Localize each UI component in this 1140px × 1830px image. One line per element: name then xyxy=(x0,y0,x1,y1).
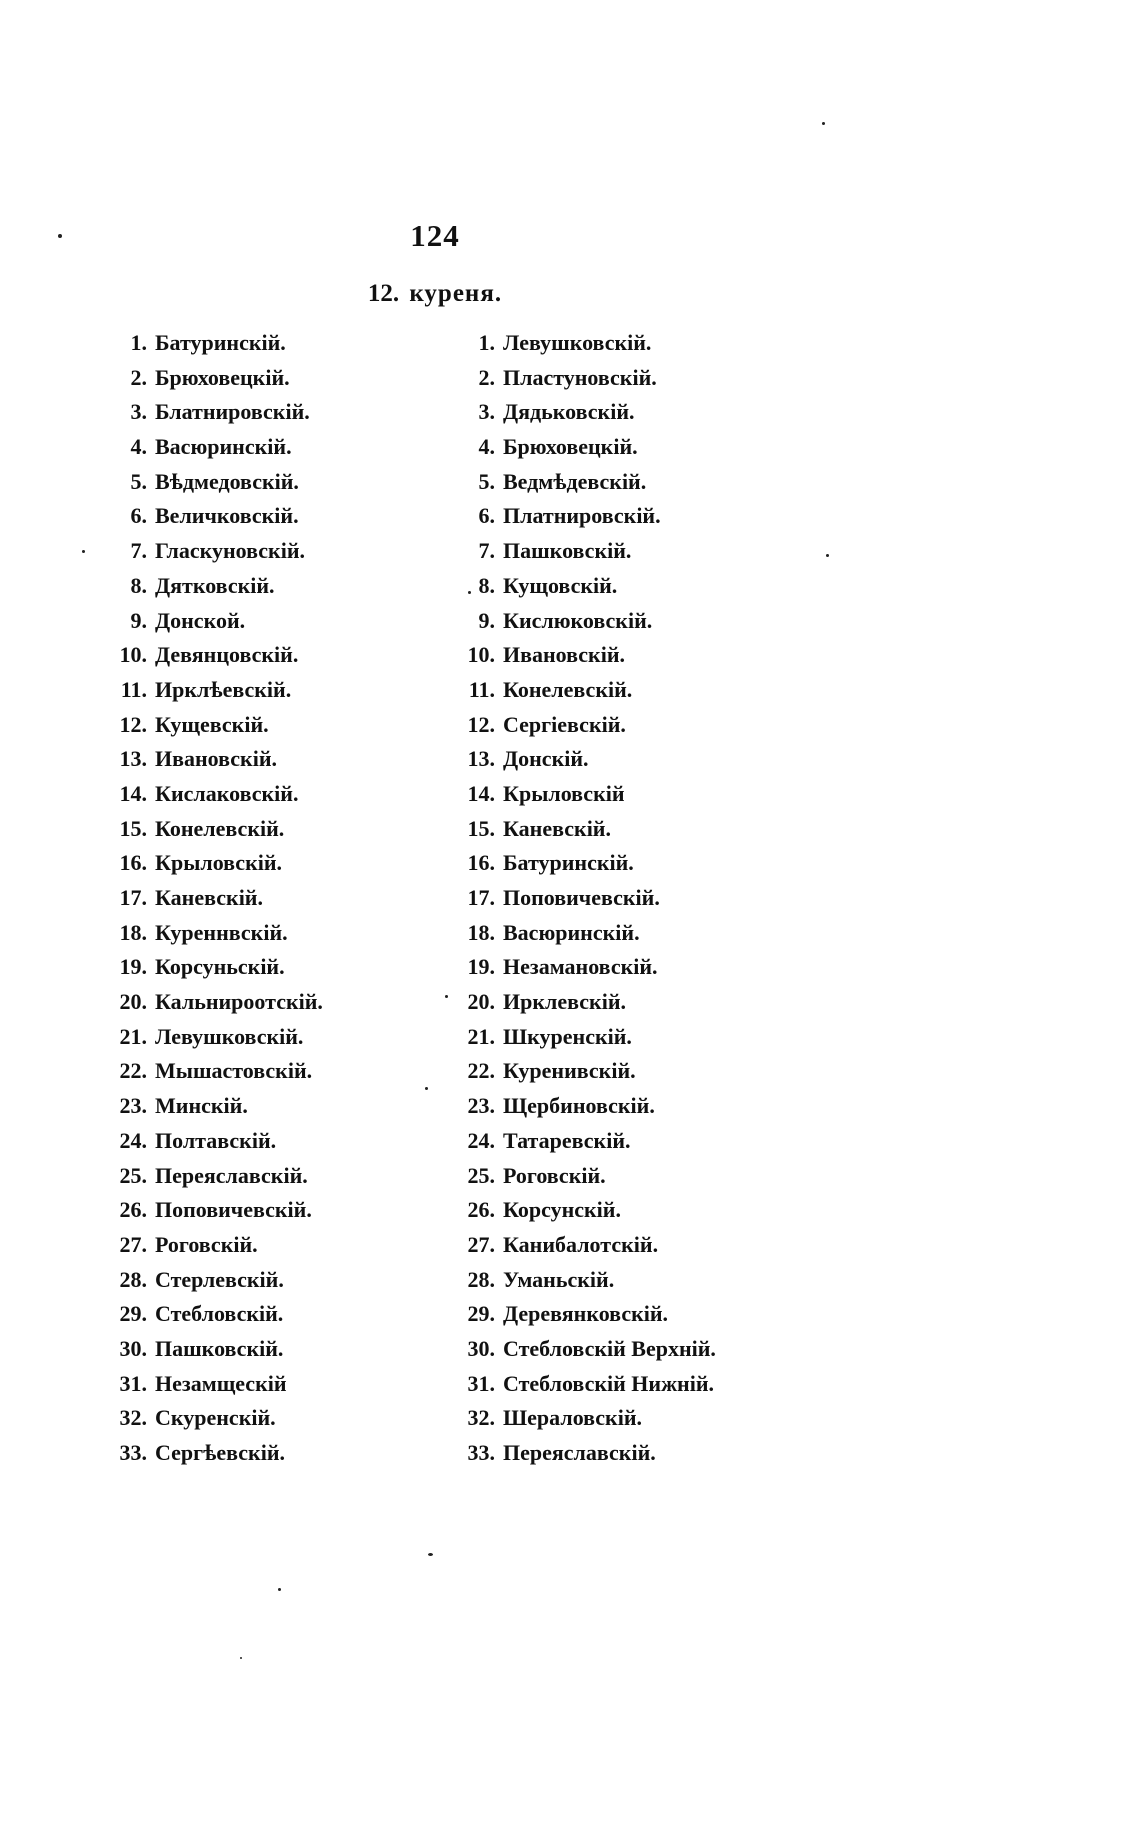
list-item-number: 16. xyxy=(467,850,495,876)
list-item-name: Татаревскій. xyxy=(503,1127,631,1153)
list-item-name: Куренивскій. xyxy=(503,1058,636,1084)
list-item-number: 26. xyxy=(119,1197,147,1223)
list-item-name: Щербиновскій. xyxy=(503,1093,655,1119)
list-item-number: 21. xyxy=(119,1023,147,1049)
left-list-item xyxy=(92,1371,323,1406)
list-item-name: Донской. xyxy=(155,607,246,633)
scan-speck xyxy=(82,550,85,553)
list-item-name: Левушковскій. xyxy=(155,1023,304,1049)
list-item-number: 25. xyxy=(119,1162,147,1188)
left-list-item xyxy=(92,885,323,920)
list-item-number: 16. xyxy=(119,850,147,876)
list-item-name: Кущевскій. xyxy=(155,711,269,737)
left-list-item xyxy=(92,920,323,955)
list-item-name: Конелевскій. xyxy=(503,676,633,702)
list-item-number: 32. xyxy=(467,1405,495,1431)
list-item-number: 28. xyxy=(119,1266,147,1292)
right-list-item xyxy=(440,1405,716,1440)
list-item-number: 7. xyxy=(478,538,495,564)
right-list-item xyxy=(440,954,716,989)
list-item-number: 2. xyxy=(130,364,147,390)
list-item-name: Конелевскій. xyxy=(155,815,285,841)
list-item-number: 30. xyxy=(467,1335,495,1361)
list-item-number: 6. xyxy=(478,503,495,529)
list-item-number: 25. xyxy=(467,1162,495,1188)
list-item-number: 1. xyxy=(130,330,147,355)
list-item-number: 26. xyxy=(467,1197,495,1223)
left-list-item xyxy=(92,469,323,504)
right-list-item xyxy=(440,1058,716,1093)
left-list-item xyxy=(92,1336,323,1371)
right-list-item xyxy=(440,1024,716,1059)
left-list-item xyxy=(92,1440,323,1475)
right-list-item xyxy=(440,399,716,434)
list-item-name: Переяславскій. xyxy=(155,1162,308,1188)
list-item-number: 33. xyxy=(119,1440,147,1465)
list-item-name: Каневскій. xyxy=(503,815,611,841)
list-item-name: Брюховецкій. xyxy=(155,364,290,390)
list-item-number: 33. xyxy=(467,1440,495,1465)
list-item-name: Пластуновскій. xyxy=(503,364,657,390)
section-heading-number: 12. xyxy=(367,280,400,307)
right-list-item xyxy=(440,781,716,816)
list-item-name: Кислюковскій. xyxy=(503,607,653,633)
list-item-name: Сергіевскій. xyxy=(503,711,626,737)
right-list-item xyxy=(440,1267,716,1302)
list-item-number: 4. xyxy=(478,434,495,460)
left-list-item xyxy=(92,399,323,434)
left-list-item xyxy=(92,1163,323,1198)
list-item-name: Ирклѣевскій. xyxy=(155,676,292,702)
list-item-name: Каневскій. xyxy=(155,885,263,910)
list-item-name: Сергѣевскій. xyxy=(155,1440,285,1465)
list-item-name: Стерлевскій. xyxy=(155,1266,284,1292)
right-list-item xyxy=(440,469,716,504)
right-list-item xyxy=(440,1336,716,1371)
left-list-item xyxy=(92,850,323,885)
list-item-number: 24. xyxy=(467,1127,495,1153)
list-item-number: 5. xyxy=(478,468,495,494)
left-list-item xyxy=(92,989,323,1024)
list-item-name: Ирклевскій. xyxy=(503,989,627,1015)
list-item-name: Канибалотскій. xyxy=(503,1231,659,1257)
list-item-number: 10. xyxy=(467,642,495,668)
left-list-item xyxy=(92,608,323,643)
list-item-number: 24. xyxy=(119,1127,147,1153)
list-item-number: 7. xyxy=(130,538,147,564)
list-item-number: 1. xyxy=(478,330,495,355)
list-item-name: Стебловскій. xyxy=(155,1301,284,1327)
list-item-number: 27. xyxy=(119,1231,147,1257)
left-list-item xyxy=(92,573,323,608)
list-item-number: 20. xyxy=(467,989,495,1015)
list-item-name: Донскій. xyxy=(503,746,589,772)
list-item-name: Кислаковскій. xyxy=(155,780,299,806)
left-list-item xyxy=(92,365,323,400)
right-list-item xyxy=(440,920,716,955)
list-item-number: 27. xyxy=(467,1231,495,1257)
right-list-item xyxy=(440,330,716,365)
list-item-name: Васюринскій. xyxy=(503,919,640,945)
list-item-number: 19. xyxy=(467,954,495,980)
right-list-item xyxy=(440,746,716,781)
scan-speck xyxy=(445,995,448,998)
list-item-name: Вѣдмедовскій. xyxy=(155,468,299,494)
list-item-name: Полтавскій. xyxy=(155,1127,277,1153)
right-list-item xyxy=(440,677,716,712)
right-list-item xyxy=(440,573,716,608)
list-item-name: Платнировскій. xyxy=(503,503,661,529)
left-list-item xyxy=(92,746,323,781)
right-list-item xyxy=(440,642,716,677)
list-item-name: Ведмѣдевскій. xyxy=(503,468,647,494)
list-item-name: Стебловскій Верхній. xyxy=(503,1335,716,1361)
list-item-name: Незамановскій. xyxy=(503,954,658,980)
list-item-number: 14. xyxy=(119,780,147,806)
scan-speck xyxy=(468,591,471,594)
left-list-item xyxy=(92,1093,323,1128)
list-item-number: 17. xyxy=(467,885,495,910)
list-item-name: Батуринскій. xyxy=(155,330,286,355)
list-item-name: Левушковскій. xyxy=(503,330,652,355)
right-list-item xyxy=(440,1093,716,1128)
scan-speck xyxy=(240,1657,242,1659)
list-item-number: 8. xyxy=(130,572,147,598)
right-list-item xyxy=(440,816,716,851)
list-item-name: Блатнировскій. xyxy=(155,399,310,425)
list-item-number: 21. xyxy=(467,1023,495,1049)
list-item-number: 9. xyxy=(478,607,495,633)
right-list-item xyxy=(440,989,716,1024)
list-item-name: Деревянковскій. xyxy=(503,1301,669,1327)
page-number: 124 xyxy=(410,218,460,253)
list-item-number: 2. xyxy=(478,364,495,390)
list-item-name: Васюринскій. xyxy=(155,434,292,460)
left-list-item xyxy=(92,1232,323,1267)
right-list-item xyxy=(440,1232,716,1267)
list-item-number: 3. xyxy=(130,399,147,425)
right-column-list xyxy=(440,330,716,1475)
left-list-item xyxy=(92,816,323,851)
list-item-name: Шераловскій. xyxy=(503,1405,643,1431)
list-item-number: 32. xyxy=(119,1405,147,1431)
list-item-name: Мышастовскій. xyxy=(155,1058,313,1084)
list-item-name: Кальнироотскій. xyxy=(155,989,323,1015)
list-item-name: Батуринскій. xyxy=(503,850,634,876)
right-list-item xyxy=(440,1163,716,1198)
list-item-number: 8. xyxy=(478,572,495,598)
scan-speck xyxy=(58,234,62,238)
left-list-item xyxy=(92,330,323,365)
left-list-item xyxy=(92,642,323,677)
right-list-item xyxy=(440,1371,716,1406)
list-item-name: Величковскій. xyxy=(155,503,299,529)
list-item-name: Пашковскій. xyxy=(155,1335,284,1361)
list-item-number: 11. xyxy=(468,676,495,702)
left-list-item xyxy=(92,1024,323,1059)
list-item-name: Куреннвскій. xyxy=(155,919,288,945)
list-item-number: 4. xyxy=(130,434,147,460)
list-item-name: Ивановскій. xyxy=(155,746,277,772)
list-item-number: 15. xyxy=(119,815,147,841)
list-item-name: Поповичевскій. xyxy=(155,1197,312,1223)
left-list-item xyxy=(92,1128,323,1163)
list-item-name: Дядьковскій. xyxy=(503,399,635,425)
list-item-number: 30. xyxy=(119,1335,147,1361)
list-item-name: Переяславскій. xyxy=(503,1440,656,1465)
list-item-number: 20. xyxy=(119,989,147,1015)
list-item-name: Корсунскій. xyxy=(503,1197,621,1223)
scan-speck xyxy=(425,1087,428,1090)
list-item-number: 5. xyxy=(130,468,147,494)
scan-speck xyxy=(278,1588,281,1591)
list-item-name: Минскій. xyxy=(155,1093,248,1119)
list-item-name: Пашковскій. xyxy=(503,538,632,564)
list-item-name: Незамщескій xyxy=(155,1370,287,1396)
left-list-item xyxy=(92,1301,323,1336)
right-list-item xyxy=(440,538,716,573)
list-item-name: Ивановскій. xyxy=(503,642,625,668)
list-item-number: 19. xyxy=(119,954,147,980)
list-item-number: 31. xyxy=(467,1370,495,1396)
right-list-item xyxy=(440,1301,716,1336)
list-item-number: 23. xyxy=(119,1093,147,1119)
list-item-number: 22. xyxy=(467,1058,495,1084)
list-item-name: Крыловскій. xyxy=(155,850,283,876)
left-list-item xyxy=(92,712,323,747)
list-item-name: Поповичевскій. xyxy=(503,885,660,910)
list-item-number: 12. xyxy=(467,711,495,737)
list-item-name: Дятковскій. xyxy=(155,572,275,598)
section-heading xyxy=(0,280,870,308)
list-item-name: Стебловскій Нижній. xyxy=(503,1370,714,1396)
list-item-name: Крыловскій xyxy=(503,780,625,806)
list-item-number: 31. xyxy=(119,1370,147,1396)
list-item-name: Корсуньскій. xyxy=(155,954,285,980)
list-item-name: Скуренскій. xyxy=(155,1405,276,1431)
list-item-number: 14. xyxy=(467,780,495,806)
scan-speck xyxy=(428,1553,433,1556)
list-item-number: 9. xyxy=(130,607,147,633)
left-list-item xyxy=(92,1058,323,1093)
list-item-name: Шкуренскій. xyxy=(503,1023,632,1049)
left-list-item xyxy=(92,503,323,538)
right-list-item xyxy=(440,850,716,885)
scan-speck xyxy=(826,554,829,557)
right-list-item xyxy=(440,608,716,643)
list-item-name: Гласкуновскій. xyxy=(155,538,305,564)
list-item-number: 23. xyxy=(467,1093,495,1119)
right-list-item xyxy=(440,434,716,469)
scan-speck xyxy=(822,122,825,125)
left-list-item xyxy=(92,538,323,573)
right-list-item xyxy=(440,1128,716,1163)
section-heading-title: куреня. xyxy=(409,280,503,307)
list-item-number: 12. xyxy=(119,711,147,737)
list-item-number: 11. xyxy=(120,676,147,702)
list-item-number: 29. xyxy=(467,1301,495,1327)
list-item-name: Уманьскій. xyxy=(503,1266,615,1292)
right-list-item xyxy=(440,712,716,747)
left-list-item xyxy=(92,434,323,469)
list-item-number: 28. xyxy=(467,1266,495,1292)
list-item-name: Кущовскій. xyxy=(503,572,618,598)
left-list-item xyxy=(92,1197,323,1232)
list-item-number: 18. xyxy=(119,919,147,945)
right-list-item xyxy=(440,885,716,920)
right-list-item xyxy=(440,1197,716,1232)
list-item-number: 22. xyxy=(119,1058,147,1084)
left-list-item xyxy=(92,1267,323,1302)
list-item-number: 6. xyxy=(130,503,147,529)
list-item-name: Роговскій. xyxy=(503,1162,606,1188)
list-item-number: 29. xyxy=(119,1301,147,1327)
list-item-number: 15. xyxy=(467,815,495,841)
left-column-list xyxy=(92,330,323,1475)
right-list-item xyxy=(440,365,716,400)
list-item-number: 13. xyxy=(467,746,495,772)
right-list-item xyxy=(440,1440,716,1475)
right-list-item xyxy=(440,503,716,538)
list-item-name: Роговскій. xyxy=(155,1231,258,1257)
left-list-item xyxy=(92,1405,323,1440)
list-item-number: 10. xyxy=(119,642,147,668)
left-list-item xyxy=(92,781,323,816)
list-item-number: 13. xyxy=(119,746,147,772)
list-item-name: Девянцовскій. xyxy=(155,642,299,668)
list-item-number: 3. xyxy=(478,399,495,425)
left-list-item xyxy=(92,677,323,712)
list-item-number: 18. xyxy=(467,919,495,945)
list-item-number: 17. xyxy=(119,885,147,910)
list-item-name: Брюховецкій. xyxy=(503,434,638,460)
left-list-item xyxy=(92,954,323,989)
